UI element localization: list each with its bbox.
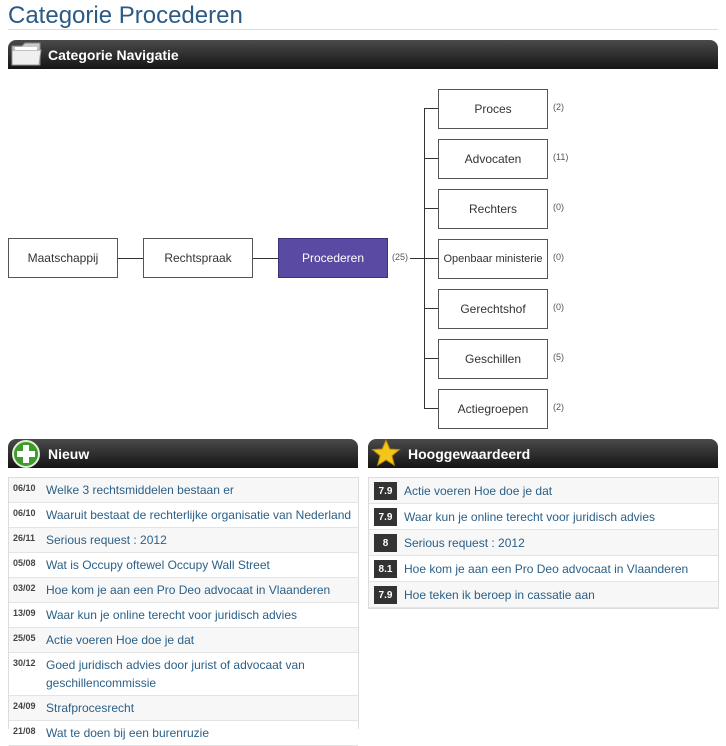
item-link[interactable]: Hoe teken ik beroep in cassatie aan [404, 588, 595, 602]
node-gerechtshof[interactable]: Gerechtshof [438, 289, 548, 329]
item-date: 13/09 [13, 608, 36, 618]
nieuw-header [8, 439, 358, 468]
node-procederen-current[interactable]: Procederen [278, 238, 388, 278]
branch-line [424, 308, 438, 309]
navigation-header [8, 40, 718, 69]
item-date: 26/11 [13, 533, 36, 543]
node-advocaten[interactable]: Advocaten [438, 139, 548, 179]
node-rechters[interactable]: Rechters [438, 189, 548, 229]
item-date: 03/02 [13, 583, 36, 593]
item-link[interactable]: Strafprocesrecht [46, 701, 135, 715]
branch-line [424, 408, 438, 409]
node-count: (0) [553, 302, 564, 312]
star-icon [370, 438, 402, 471]
branch-line [424, 108, 438, 109]
node-count: (0) [553, 202, 564, 212]
list-item [9, 528, 358, 553]
node-count: (11) [553, 152, 569, 162]
list-item [9, 553, 358, 578]
list-item [369, 582, 718, 608]
branch-line [424, 208, 438, 209]
rating-badge: 8 [374, 534, 397, 552]
item-link[interactable]: Waaruit bestaat de rechterlijke organisatie van Nederland [46, 508, 352, 522]
rating-badge: 8.1 [374, 560, 397, 578]
rating-badge: 7.9 [374, 482, 397, 500]
item-link[interactable]: Actie voeren Hoe doe je dat [46, 633, 195, 647]
node-proces[interactable]: Proces [438, 89, 548, 129]
hooggewaardeerd-header-label: Hooggewaardeerd [408, 446, 531, 462]
item-link[interactable]: Waar kun je online terecht voor juridisch advies [404, 510, 656, 524]
item-link[interactable]: Serious request : 2012 [404, 536, 525, 550]
item-link[interactable]: Goed juridisch advies door jurist of advocaat van geschillencommissie [46, 658, 305, 690]
connector-line [118, 258, 143, 259]
list-item [9, 503, 358, 528]
item-link[interactable]: Serious request : 2012 [46, 533, 167, 547]
node-count: (2) [553, 102, 564, 112]
item-date: 21/08 [13, 726, 36, 736]
item-date: 06/10 [13, 483, 36, 493]
item-date: 24/09 [13, 701, 36, 711]
list-item [369, 530, 718, 556]
item-link[interactable]: Wat is Occupy oftewel Occupy Wall Street [46, 558, 270, 572]
node-rechtspraak[interactable]: Rechtspraak [143, 238, 253, 278]
nieuw-list [8, 477, 359, 740]
node-openbaar-ministerie[interactable]: Openbaar ministerie [438, 239, 548, 279]
rating-badge: 7.9 [374, 586, 397, 604]
list-item [369, 478, 718, 504]
item-link[interactable]: Waar kun je online terecht voor juridisch advies [46, 608, 298, 622]
connector-line [253, 258, 278, 259]
page-title: Categorie Procederen [8, 2, 243, 29]
node-count: (2) [553, 402, 564, 412]
navigation-header-label: Categorie Navigatie [48, 47, 179, 63]
item-link[interactable]: Actie voeren Hoe doe je dat [404, 484, 553, 498]
node-count: (5) [553, 352, 564, 362]
item-link[interactable]: Wat te doen bij een burenruzie [46, 726, 209, 740]
list-item [369, 556, 718, 582]
title-divider [8, 29, 718, 30]
item-date: 30/12 [13, 658, 36, 668]
item-date: 25/05 [13, 633, 36, 643]
list-item [9, 653, 358, 696]
list-item [9, 696, 358, 721]
connector-line [410, 258, 424, 259]
node-geschillen[interactable]: Geschillen [438, 339, 548, 379]
item-link[interactable]: Welke 3 rechtsmiddelen bestaan er [46, 483, 234, 497]
node-maatschappij[interactable]: Maatschappij [8, 238, 118, 278]
branch-line [424, 258, 438, 259]
branch-line [424, 158, 438, 159]
branch-line [424, 358, 438, 359]
list-item [9, 603, 358, 628]
list-item [369, 504, 718, 530]
folder-icon [10, 38, 44, 71]
nieuw-header-label: Nieuw [48, 446, 90, 462]
item-date: 05/08 [13, 558, 36, 568]
hooggewaardeerd-list [368, 477, 719, 609]
item-date: 06/10 [13, 508, 36, 518]
item-link[interactable]: Hoe kom je aan een Pro Deo advocaat in Vlaanderen [404, 562, 689, 576]
list-item [9, 721, 358, 746]
list-item [9, 628, 358, 653]
list-item [9, 578, 358, 603]
hooggewaardeerd-header [368, 439, 718, 468]
node-actiegroepen[interactable]: Actiegroepen [438, 389, 548, 429]
rating-badge: 7.9 [374, 508, 397, 526]
plus-circle-icon [11, 439, 41, 472]
current-count: (25) [392, 252, 409, 262]
node-count: (0) [553, 252, 564, 262]
list-item [9, 478, 358, 503]
item-link[interactable]: Hoe kom je aan een Pro Deo advocaat in Vlaanderen [46, 583, 331, 597]
